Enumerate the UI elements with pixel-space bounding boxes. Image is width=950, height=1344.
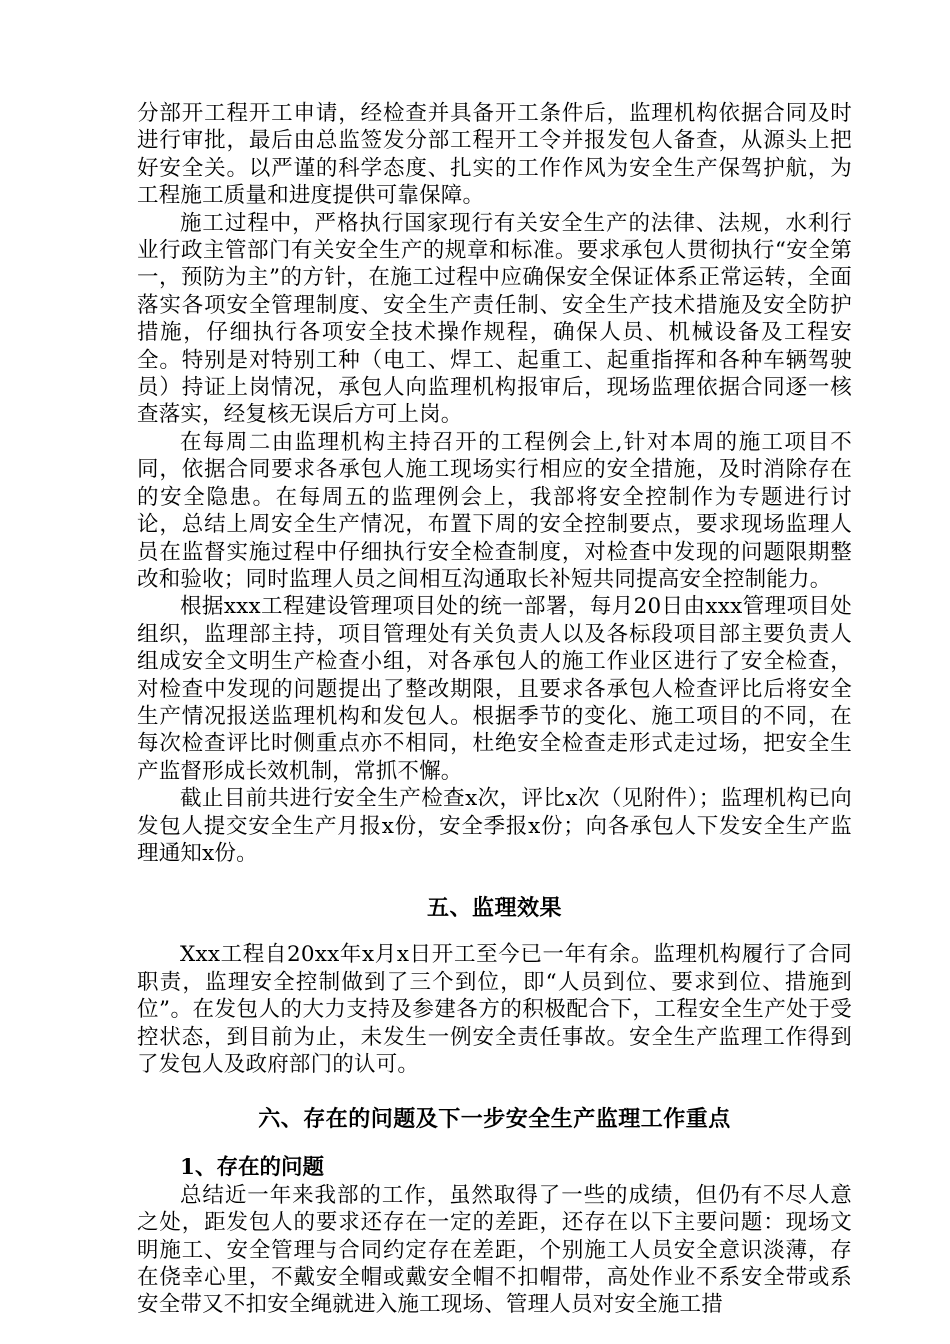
- body-paragraph-5: 截止目前共进行安全生产检查x次，评比x次（见附件）；监理机构已向发包人提交安全生产月报x份，安全季报x份；向各承包人下发安全生产监理通知x份。: [137, 786, 852, 866]
- section-heading-5: 五、监理效果: [426, 895, 562, 922]
- spacer: [137, 867, 852, 893]
- body-paragraph-1: 分部开工程开工申请，经检查并具备开工条件后，监理机构依据合同及时进行审批，最后由总监签发分部工程开工令并报发包人备查，从源头上把好安全关。以严谨的科学态度、扎实的工作作风为安全生产保驾护航，为工程施工质量和进度提供可靠保障。: [137, 101, 852, 209]
- sub-heading-problems: 1、存在的问题: [180, 1155, 324, 1181]
- spacer: [137, 1134, 852, 1154]
- body-paragraph-4: 根据xxx工程建设管理项目处的统一部署，每月20日由xxx管理项目处组织，监理部主持，项目管理处有关负责人以及各标段项目部主要负责人组成安全文明生产检查小组，对各承包人的施工作业区进行了安全检查，对检查中发现的问题提出了整改期限，且要求各承包人检查评比后将安全生产情况报送监理机构和发包人。根据季节的变化、施工项目的不同，在每次检查评比时侧重点亦不相同，杜绝安全检查走形式走过场，把安全生产监督形成长效机制，常抓不懈。: [137, 594, 852, 784]
- spacer: [137, 1078, 852, 1104]
- section-5-paragraph: Xxx工程自20xx年x月x日开工至今已一年有余。监理机构履行了合同职责，监理安全控制做到了三个到位，即“人员到位、要求到位、措施到位”。在发包人的大力支持及参建各方的积极配合下，工程安全生产处于受控状态，到目前为止，未发生一例安全责任事故。安全生产监理工作得到了发包人及政府部门的认可。: [137, 942, 852, 1077]
- body-paragraph-3: 在每周二由监理机构主持召开的工程例会上,针对本周的施工项目不同，依据合同要求各承包人施工现场实行相应的安全措施，及时消除存在的安全隐患。在每周五的监理例会上，我部将安全控制作为专题进行讨论，总结上周安全生产情况，布置下周的安全控制要点，要求现场监理人员在监督实施过程中仔细执行安全检查制度，对检查中发现的问题限期整改和验收；同时监理人员之间相互沟通取长补短共同提高安全控制能力。: [137, 429, 852, 592]
- spacer: [137, 923, 852, 941]
- body-paragraph-2: 施工过程中，严格执行国家现行有关安全生产的法律、法规，水利行业行政主管部门有关安全生产的规章和标准。要求承包人贯彻执行“安全第一，预防为主”的方针，在施工过程中应确保安全保证体系正常运转，全面落实各项安全管理制度、安全生产责任制、安全生产技术措施及安全防护措施，仔细执行各项安全技术操作规程，确保人员、机械设备及工程安全。特别是对特别工种（电工、焊工、起重工、起重指挥和各种车辆驾驶员）持证上岗情况，承包人向监理机构报审后，现场监理依据合同逐一核查落实，经复核无误后方可上岗。: [137, 210, 852, 428]
- section-6-paragraph: 总结近一年来我部的工作，虽然取得了一些的成绩，但仍有不尽人意之处，距发包人的要求还存在一定的差距，还存在以下主要问题：现场文明施工、安全管理与合同约定存在差距，个别施工人员安全意识淡薄，存在侥幸心里，不戴安全帽或戴安全帽不扣帽带，高处作业不系安全带或系安全带又不扣安全绳就进入施工现场、管理人员对安全施工措: [137, 1182, 852, 1318]
- document-page: [137, 100, 852, 1319]
- section-heading-6: 六、存在的问题及下一步安全生产监理工作重点: [258, 1106, 731, 1133]
